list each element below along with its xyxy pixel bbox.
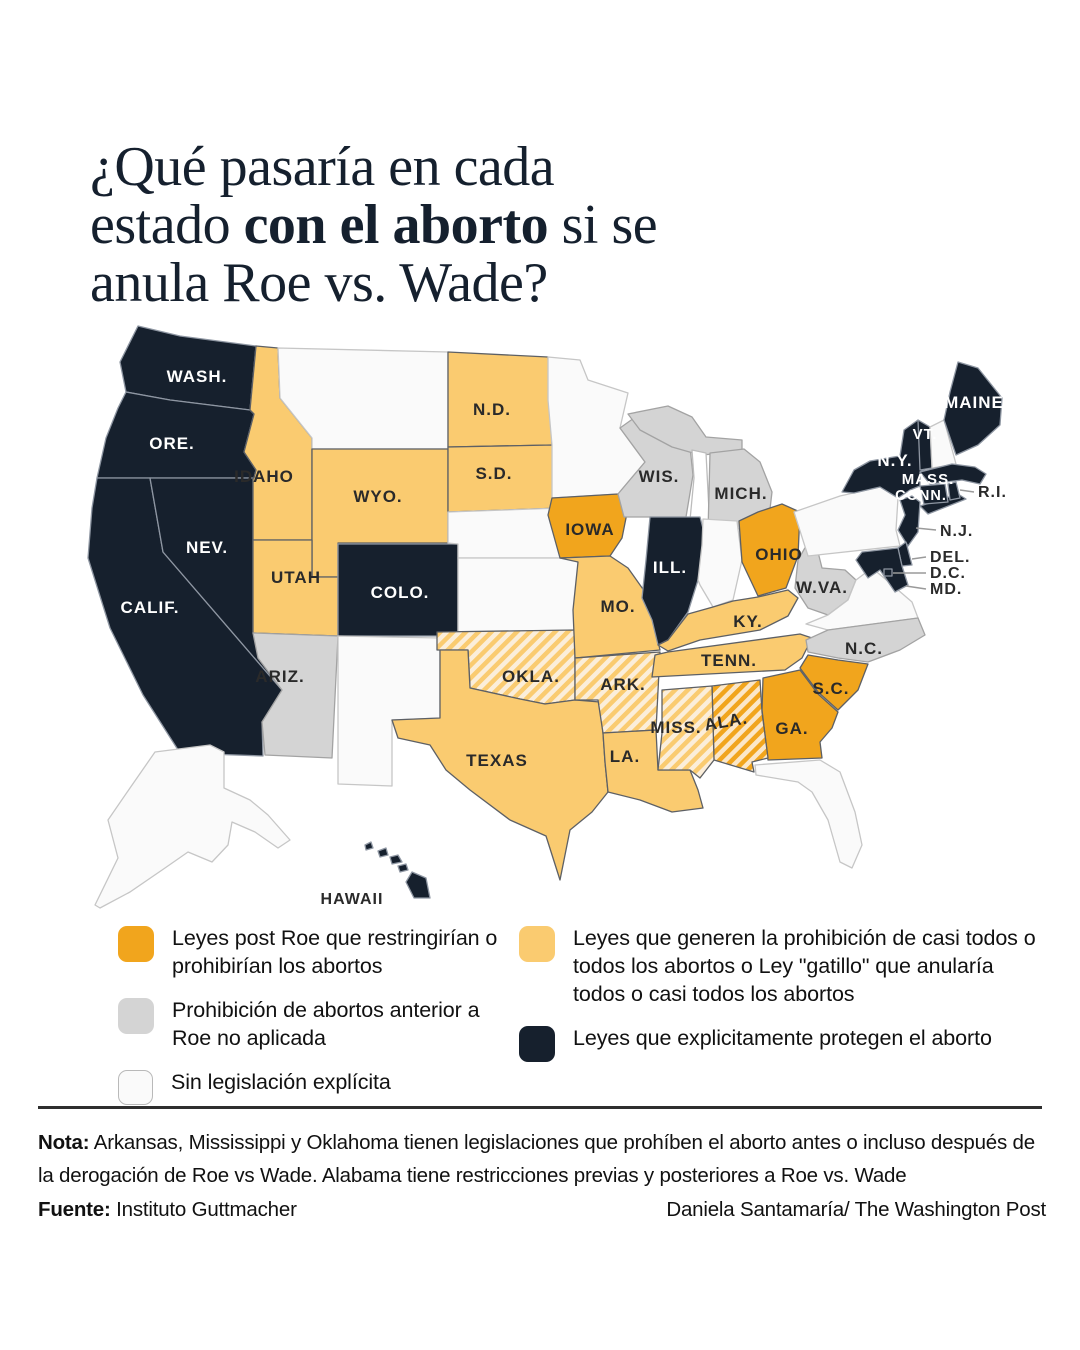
legend-label-protect: Leyes que explicitamente protegen el aborto [573,1026,992,1050]
state-label-ark: ARK. [600,675,646,694]
legend-swatch-none [118,1070,153,1105]
state-label-ri: R.I. [978,484,1007,501]
legend-label-pre-roe: Prohibición de abortos anterior a Roe no aplicada [172,998,480,1050]
title-line2-pre: estado [90,194,244,256]
state-label-nd: N.D. [473,400,511,419]
state-label-mo: MO. [600,597,636,616]
legend-swatch-trigger [519,926,555,962]
leader-line-del [912,557,926,559]
state-label-ny: N.Y. [877,451,913,470]
legend-item-trigger [519,924,1039,1008]
state-fla [755,760,862,868]
state-kan [458,558,586,632]
state-label-ariz: ARIZ. [255,667,305,686]
state-hawaii [398,864,408,872]
state-hawaii [406,872,430,898]
state-label-ore: ORE. [149,434,195,453]
state-label-vt: VT. [912,426,938,443]
state-label-la: LA. [609,747,641,766]
legend-swatch-post-roe [118,926,154,962]
legend-item-post-roe [118,924,518,980]
legend-swatch-protect [519,1026,555,1062]
us-choropleth-map [0,318,1080,918]
legend-item-pre-roe [118,996,518,1052]
legend-label-trigger: Leyes que generen la prohibición de casi todos o todos los abortos o Ley "gatillo" que anularía todos o casi todos los abortos [573,926,1036,1006]
leader-line-md [906,586,926,589]
legend-item-none [118,1068,518,1105]
title-line3: anula Roe vs. Wade? [90,252,548,314]
state-label-tenn: TENN. [701,651,757,670]
state-label-wv: W.VA. [796,578,848,597]
legend-right-column [519,924,1039,1062]
state-label-sc: S.C. [812,679,850,698]
state-label-ky: KY. [733,612,763,631]
state-pa [794,487,900,556]
title-line2-bold: con el aborto [243,194,549,256]
state-alaska [95,745,290,908]
leader-line-ri [960,490,974,492]
legend-swatch-pre-roe [118,998,154,1034]
note-text: Arkansas, Mississippi y Oklahoma tienen legislaciones que prohíben el aborto antes o incluso después de la derogación de Roe vs Wade. Alabama tiene restricciones previas y posteriores a Roe vs. Wade [38,1131,1035,1187]
source-row [38,1198,1046,1222]
state-label-wyo: WYO. [353,487,403,506]
state-label-sd: S.D. [475,464,513,483]
title-line1: ¿Qué pasaría en cada [90,136,555,198]
state-label-okla: OKLA. [502,667,560,686]
state-ind [698,519,742,607]
leader-line-nj [916,528,936,530]
state-label-mass: MASS. [901,471,955,488]
state-label-dc: D.C. [930,565,966,582]
source-label: Fuente: [38,1198,111,1221]
legend-item-protect [519,1024,1039,1062]
state-label-del: DEL. [930,549,971,566]
state-label-nc: N.C. [845,639,883,658]
credit-text: Daniela Santamaría/ The Washington Post [666,1198,1046,1221]
source-value: Instituto Guttmacher [110,1198,297,1221]
state-label-wis: WIS. [638,467,680,486]
state-label-ill: ILL. [652,558,688,577]
note-paragraph [38,1126,1046,1192]
state-label-conn: CONN. [895,488,947,504]
legend-left-column [118,924,518,1105]
state-hawaii [365,842,373,850]
state-label-miss: MISS. [650,718,702,737]
state-label-md: MD. [930,581,963,598]
state-nm [338,636,440,786]
state-hawaii [378,848,388,857]
state-label-ga: GA. [775,719,809,738]
state-label-colo: COLO. [370,583,430,602]
title-line2-post: si se [548,194,658,256]
footer-divider [38,1106,1042,1109]
state-label-idaho: IDAHO [234,467,294,486]
state-label-nj: N.J. [940,523,974,540]
state-dc [884,569,892,576]
state-label-ohio: OHIO [755,545,803,564]
state-hawaii [390,855,402,864]
legend-label-none: Sin legislación explícita [171,1070,391,1094]
page-title [90,138,990,312]
state-label-utah: UTAH [271,568,321,587]
state-label-texas: TEXAS [466,751,528,770]
state-label-maine: MAINE [944,393,1004,412]
state-label-hawaii: HAWAII [320,891,384,908]
state-label-mich: MICH. [714,484,768,503]
legend-label-post-roe: Leyes post Roe que restringirían o prohibirían los abortos [172,926,498,978]
state-label-nev: NEV. [185,538,229,557]
state-label-iowa: IOWA [565,520,615,539]
state-label-ala: ALA. [702,708,750,735]
state-label-wash: WASH. [166,367,228,386]
note-label: Nota: [38,1131,90,1154]
state-label-calif: CALIF. [120,598,180,617]
source-text [38,1198,297,1222]
